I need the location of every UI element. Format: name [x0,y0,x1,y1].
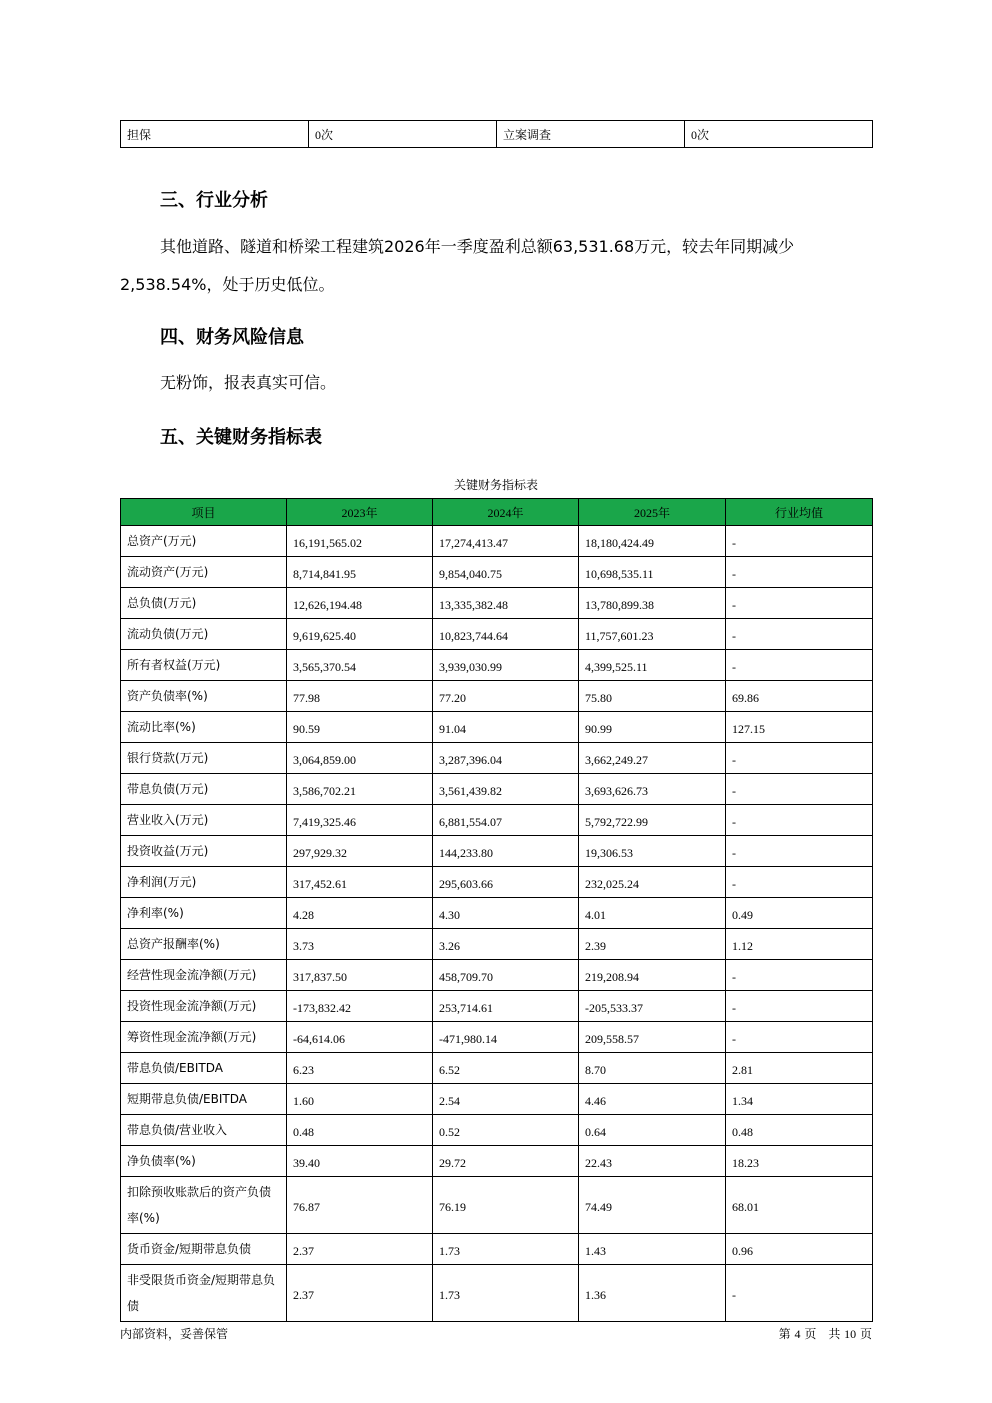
table-header-row [121,499,873,526]
table-row [121,1234,873,1265]
table-cell: 219,208.94 [579,960,726,991]
row-label: 流动比率(%) [121,712,287,743]
table-cell: 1.43 [579,1234,726,1265]
table-cell: 253,714.61 [433,991,579,1022]
page-suffix: 页 [859,1327,872,1341]
row-label: 短期带息负债/EBITDA [121,1084,287,1115]
table-row [121,836,873,867]
row-label: 带息负债/营业收入 [121,1115,287,1146]
table-cell: 209,558.57 [579,1022,726,1053]
table-cell: 68.01 [726,1177,873,1234]
table-cell: - [726,1265,873,1322]
table-cell: 3.73 [287,929,433,960]
table-cell: 22.43 [579,1146,726,1177]
table-cell: 0.96 [726,1234,873,1265]
table-cell: 76.87 [287,1177,433,1234]
table-cell: 0.48 [287,1115,433,1146]
table-cell: - [726,960,873,991]
table-cell: -64,614.06 [287,1022,433,1053]
table-cell: 458,709.70 [433,960,579,991]
table-caption: 关键财务指标表 [453,478,538,492]
table-cell: 2.37 [287,1234,433,1265]
table-row [121,805,873,836]
table-cell: 4.28 [287,898,433,929]
table-cell: 8,714,841.95 [287,557,433,588]
table-cell: 1.36 [579,1265,726,1322]
table-cell: 75.80 [579,681,726,712]
table-cell: 0.49 [726,898,873,929]
section-3-paragraph [120,228,872,304]
table-cell: 11,757,601.23 [579,619,726,650]
row-label: 流动资产(万元) [121,557,287,588]
table-cell: 5,792,722.99 [579,805,726,836]
table-cell: 4.01 [579,898,726,929]
table-row [121,1115,873,1146]
table-row [121,867,873,898]
table-cell: 担保 [121,121,309,148]
table-cell: 2.37 [287,1265,433,1322]
row-label: 非受限货币资金/短期带息负债 [121,1265,287,1322]
table-cell: 2.81 [726,1053,873,1084]
table-cell: 297,929.32 [287,836,433,867]
table-cell: 3,287,396.04 [433,743,579,774]
table-cell: 17,274,413.47 [433,526,579,557]
table-cell: 232,025.24 [579,867,726,898]
footer-confidential-note: 内部资料，妥善保管 [120,1327,229,1341]
table-cell: 12,626,194.48 [287,588,433,619]
table-cell: 69.86 [726,681,873,712]
table-cell: 9,619,625.40 [287,619,433,650]
table-cell: - [726,1022,873,1053]
table-row [121,526,873,557]
row-label: 资产负债率(%) [121,681,287,712]
table-cell: 90.99 [579,712,726,743]
table-row [121,1053,873,1084]
row-label: 投资收益(万元) [121,836,287,867]
table-cell: - [726,526,873,557]
table-cell: 3,662,249.27 [579,743,726,774]
row-label: 净利率(%) [121,898,287,929]
table-cell: 6.23 [287,1053,433,1084]
table-cell: 90.59 [287,712,433,743]
table-cell: 1.73 [433,1234,579,1265]
row-label: 总资产报酬率(%) [121,929,287,960]
table-cell: 1.12 [726,929,873,960]
page-current: 4 [794,1327,801,1341]
table-row [121,960,873,991]
table-row [121,557,873,588]
table-cell: 0.48 [726,1115,873,1146]
table-cell: 9,854,040.75 [433,557,579,588]
table-cell: 19,306.53 [579,836,726,867]
section-3-text: 其他道路、隧道和桥梁工程建筑2026年一季度盈利总额63,531.68万元，较去年同期减少2,538.54%，处于历史低位。 [120,237,795,294]
table-row [121,1177,873,1234]
table-cell: 18.23 [726,1146,873,1177]
table-cell: - [726,867,873,898]
row-label: 带息负债/EBITDA [121,1053,287,1084]
row-label: 所有者权益(万元) [121,650,287,681]
table-cell: 6,881,554.07 [433,805,579,836]
table-cell: - [726,650,873,681]
table-row [121,898,873,929]
row-label: 营业收入(万元) [121,805,287,836]
table-row [121,121,873,148]
table-cell: 77.98 [287,681,433,712]
footer-page-number [779,1325,872,1342]
table-cell: 29.72 [433,1146,579,1177]
row-label: 净负债率(%) [121,1146,287,1177]
table-cell: 4.30 [433,898,579,929]
section-4-heading: 四、财务风险信息 [160,327,304,348]
table-cell: 2.54 [433,1084,579,1115]
table-cell: 6.52 [433,1053,579,1084]
top-summary-table [120,120,873,148]
table-cell: 295,603.66 [433,867,579,898]
row-label: 流动负债(万元) [121,619,287,650]
table-cell: 16,191,565.02 [287,526,433,557]
row-label: 银行贷款(万元) [121,743,287,774]
table-cell: 0.64 [579,1115,726,1146]
table-row [121,712,873,743]
row-label: 投资性现金流净额(万元) [121,991,287,1022]
page-mid: 页 共 [804,1327,841,1341]
row-label: 筹资性现金流净额(万元) [121,1022,287,1053]
table-row [121,619,873,650]
table-cell: 4,399,525.11 [579,650,726,681]
table-cell: 76.19 [433,1177,579,1234]
table-cell: 3,939,030.99 [433,650,579,681]
table-cell: 3,565,370.54 [287,650,433,681]
table-row [121,1146,873,1177]
table-cell: 3,561,439.82 [433,774,579,805]
row-label: 净利润(万元) [121,867,287,898]
table-row [121,681,873,712]
table-cell: 91.04 [433,712,579,743]
table-cell: 10,698,535.11 [579,557,726,588]
table-row [121,1022,873,1053]
table-row [121,991,873,1022]
table-cell: 立案调查 [497,121,685,148]
table-row [121,929,873,960]
section-4-paragraph [120,364,872,402]
page-prefix: 第 [778,1327,791,1341]
table-cell: 0次 [309,121,497,148]
financial-indicators-table [120,498,873,1322]
table-cell: - [726,836,873,867]
row-label: 带息负债(万元) [121,774,287,805]
row-label: 总资产(万元) [121,526,287,557]
row-label: 货币资金/短期带息负债 [121,1234,287,1265]
table-cell: - [726,743,873,774]
table-cell: 10,823,744.64 [433,619,579,650]
table-row [121,1265,873,1322]
row-label: 总负债(万元) [121,588,287,619]
table-cell: 13,780,899.38 [579,588,726,619]
table-cell: 144,233.80 [433,836,579,867]
table-cell: - [726,774,873,805]
table-cell: -471,980.14 [433,1022,579,1053]
table-cell: 3,586,702.21 [287,774,433,805]
table-row [121,588,873,619]
table-cell: 7,419,325.46 [287,805,433,836]
table-cell: 2.39 [579,929,726,960]
table-cell: -205,533.37 [579,991,726,1022]
table-cell: - [726,619,873,650]
column-header: 2024年 [433,499,579,526]
section-3-heading: 三、行业分析 [160,190,268,211]
table-cell: 74.49 [579,1177,726,1234]
column-header: 2025年 [579,499,726,526]
table-cell: 127.15 [726,712,873,743]
table-cell: 13,335,382.48 [433,588,579,619]
table-cell: - [726,805,873,836]
table-cell: 1.34 [726,1084,873,1115]
section-5-heading: 五、关键财务指标表 [160,427,322,448]
table-cell: 77.20 [433,681,579,712]
table-cell: 0次 [685,121,873,148]
table-cell: 18,180,424.49 [579,526,726,557]
table-cell: 8.70 [579,1053,726,1084]
table-cell: 317,837.50 [287,960,433,991]
table-cell: 317,452.61 [287,867,433,898]
table-row [121,774,873,805]
table-cell: -173,832.42 [287,991,433,1022]
column-header: 行业均值 [726,499,873,526]
table-cell: - [726,557,873,588]
column-header: 项目 [121,499,287,526]
table-cell: 4.46 [579,1084,726,1115]
table-cell: 1.60 [287,1084,433,1115]
column-header: 2023年 [287,499,433,526]
table-cell: - [726,588,873,619]
table-row [121,650,873,681]
row-label: 扣除预收账款后的资产负债率(%) [121,1177,287,1234]
table-cell: 0.52 [433,1115,579,1146]
table-cell: 39.40 [287,1146,433,1177]
page-total: 10 [844,1327,857,1341]
row-label: 经营性现金流净额(万元) [121,960,287,991]
table-cell: - [726,991,873,1022]
table-cell: 3,064,859.00 [287,743,433,774]
table-cell: 3,693,626.73 [579,774,726,805]
section-4-text: 无粉饰，报表真实可信。 [160,373,337,392]
table-cell: 3.26 [433,929,579,960]
table-cell: 1.73 [433,1265,579,1322]
table-row [121,1084,873,1115]
table-row [121,743,873,774]
